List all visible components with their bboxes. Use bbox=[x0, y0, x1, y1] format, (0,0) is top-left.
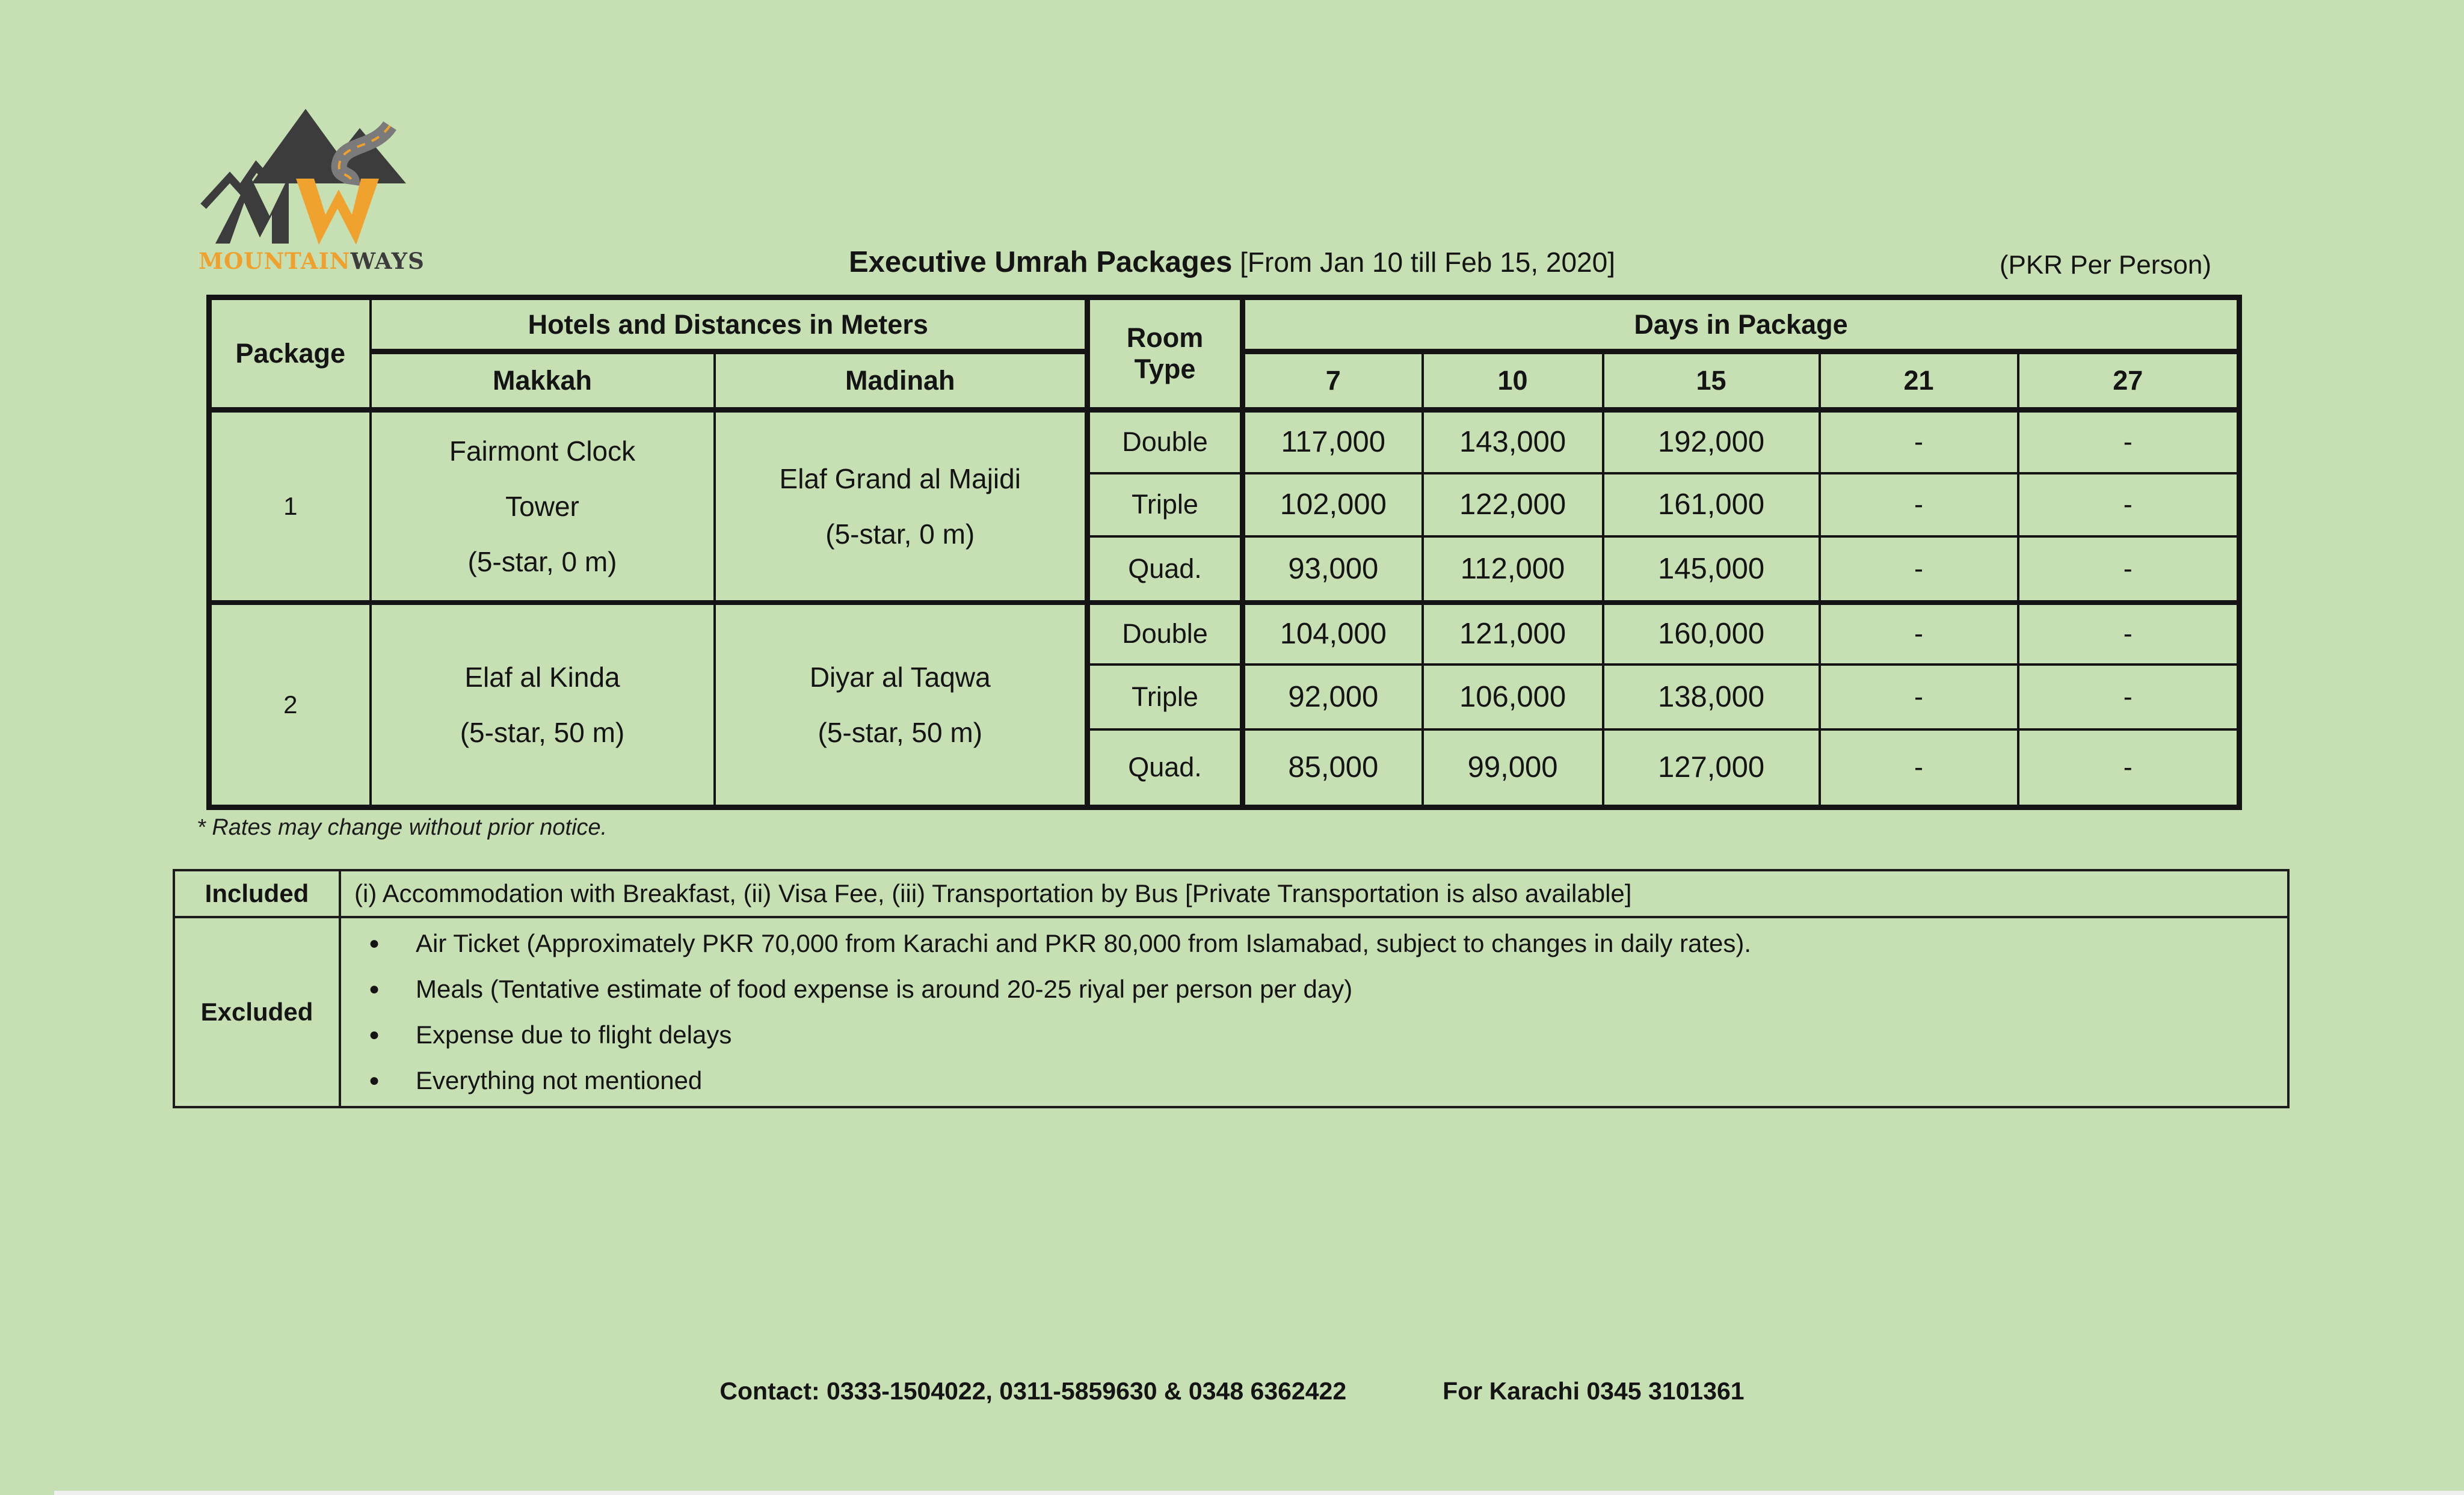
excluded-item-text: Expense due to flight delays bbox=[416, 1021, 732, 1049]
col-header-hotels: Hotels and Distances in Meters bbox=[371, 298, 1088, 352]
hotel-line: Elaf Grand al Majidi bbox=[779, 462, 1021, 494]
hotel-line: (5-star, 50 m) bbox=[460, 716, 625, 748]
included-label: Included bbox=[174, 870, 340, 917]
packages-table bbox=[206, 295, 2242, 810]
room-type-line2: Type bbox=[1134, 354, 1196, 384]
rates-footnote: * Rates may change without prior notice. bbox=[197, 815, 608, 840]
price-cell: 93,000 bbox=[1243, 536, 1423, 603]
room-type-cell: Quad. bbox=[1088, 536, 1243, 603]
excluded-label: Excluded bbox=[174, 917, 340, 1107]
empty-price-cell: - bbox=[2018, 603, 2240, 665]
brand-mountain: MOUNTAIN bbox=[199, 248, 351, 274]
empty-price-cell: - bbox=[1820, 665, 2018, 729]
package-number-cell: 2 bbox=[209, 603, 371, 808]
excluded-content bbox=[340, 917, 2288, 1107]
col-header-day-7: 7 bbox=[1243, 352, 1423, 410]
empty-price-cell: - bbox=[2018, 665, 2240, 729]
col-header-days: Days in Package bbox=[1243, 298, 2240, 352]
col-header-room-type bbox=[1088, 298, 1243, 410]
price-cell: 138,000 bbox=[1603, 665, 1820, 729]
room-type-cell: Double bbox=[1088, 410, 1243, 473]
price-cell: 192,000 bbox=[1603, 410, 1820, 473]
madinah-hotel-cell bbox=[715, 410, 1088, 603]
price-cell: 121,000 bbox=[1423, 603, 1603, 665]
price-cell: 145,000 bbox=[1603, 536, 1820, 603]
bullet-icon: ● bbox=[369, 979, 380, 999]
empty-price-cell: - bbox=[2018, 410, 2240, 473]
makkah-hotel-cell bbox=[371, 603, 715, 808]
excluded-item-text: Air Ticket (Approximately PKR 70,000 from Karachi and PKR 80,000 from Islamabad, subject to changes in daily rates). bbox=[416, 929, 1752, 957]
hotel-line: (5-star, 0 m) bbox=[467, 545, 617, 577]
bullet-icon: ● bbox=[369, 1025, 380, 1045]
excluded-item bbox=[369, 1058, 2287, 1104]
room-type-line1: Room bbox=[1126, 322, 1204, 353]
empty-price-cell: - bbox=[1820, 473, 2018, 536]
col-header-day-27: 27 bbox=[2018, 352, 2240, 410]
bullet-icon: ● bbox=[369, 1070, 380, 1090]
excluded-item bbox=[369, 921, 2287, 966]
excluded-item-text: Everything not mentioned bbox=[416, 1066, 703, 1094]
empty-price-cell: - bbox=[1820, 410, 2018, 473]
makkah-hotel-cell bbox=[371, 410, 715, 603]
header-row bbox=[0, 245, 2464, 293]
price-cell: 99,000 bbox=[1423, 729, 1603, 808]
col-header-day-10: 10 bbox=[1423, 352, 1603, 410]
madinah-hotel-cell bbox=[715, 603, 1088, 808]
hotel-line: Elaf al Kinda bbox=[464, 661, 620, 693]
price-cell: 161,000 bbox=[1603, 473, 1820, 536]
room-type-cell: Quad. bbox=[1088, 729, 1243, 808]
excluded-list bbox=[354, 918, 2287, 1106]
price-cell: 122,000 bbox=[1423, 473, 1603, 536]
included-text: (i) Accommodation with Breakfast, (ii) Visa Fee, (iii) Transportation by Bus [Private Transportation is also available] bbox=[340, 870, 2288, 917]
price-cell: 102,000 bbox=[1243, 473, 1423, 536]
price-cell: 92,000 bbox=[1243, 665, 1423, 729]
price-cell: 117,000 bbox=[1243, 410, 1423, 473]
bottom-edge-strip bbox=[54, 1491, 2464, 1495]
price-cell: 104,000 bbox=[1243, 603, 1423, 665]
empty-price-cell: - bbox=[1820, 536, 2018, 603]
room-type-cell: Triple bbox=[1088, 665, 1243, 729]
excluded-item bbox=[369, 1012, 2287, 1058]
hotel-line: Diyar al Taqwa bbox=[809, 661, 991, 693]
mountain-ways-logo-icon bbox=[199, 105, 430, 247]
hotel-line: (5-star, 50 m) bbox=[818, 716, 983, 748]
empty-price-cell: - bbox=[2018, 473, 2240, 536]
inclusions-table bbox=[173, 869, 2290, 1108]
empty-price-cell: - bbox=[2018, 536, 2240, 603]
title-date-range: [From Jan 10 till Feb 15, 2020] bbox=[1232, 247, 1615, 278]
hotel-line: Tower bbox=[505, 490, 579, 522]
excluded-item bbox=[369, 966, 2287, 1012]
room-type-cell: Triple bbox=[1088, 473, 1243, 536]
price-cell: 112,000 bbox=[1423, 536, 1603, 603]
col-header-day-21: 21 bbox=[1820, 352, 2018, 410]
col-header-package: Package bbox=[209, 298, 371, 410]
empty-price-cell: - bbox=[1820, 603, 2018, 665]
brand-ways: WAYS bbox=[350, 248, 425, 274]
footer-contacts bbox=[0, 1377, 2464, 1405]
price-cell: 85,000 bbox=[1243, 729, 1423, 808]
col-header-madinah: Madinah bbox=[715, 352, 1088, 410]
price-cell: 106,000 bbox=[1423, 665, 1603, 729]
title-main: Executive Umrah Packages bbox=[848, 246, 1233, 278]
hotel-line: (5-star, 0 m) bbox=[825, 518, 975, 550]
excluded-item-text: Meals (Tentative estimate of food expense is around 20-25 riyal per person per day) bbox=[416, 975, 1353, 1003]
contact-numbers: Contact: 0333-1504022, 0311-5859630 & 0348 6362422 bbox=[719, 1377, 1347, 1405]
empty-price-cell: - bbox=[2018, 729, 2240, 808]
price-cell: 143,000 bbox=[1423, 410, 1603, 473]
price-cell: 160,000 bbox=[1603, 603, 1820, 665]
col-header-makkah: Makkah bbox=[371, 352, 715, 410]
price-cell: 127,000 bbox=[1603, 729, 1820, 808]
karachi-number: For Karachi 0345 3101361 bbox=[1443, 1377, 1745, 1405]
empty-price-cell: - bbox=[1820, 729, 2018, 808]
currency-note: (PKR Per Person) bbox=[1999, 250, 2211, 280]
hotel-line: Fairmont Clock bbox=[449, 435, 636, 467]
col-header-day-15: 15 bbox=[1603, 352, 1820, 410]
bullet-icon: ● bbox=[369, 933, 380, 953]
room-type-cell: Double bbox=[1088, 603, 1243, 665]
package-number-cell: 1 bbox=[209, 410, 371, 603]
